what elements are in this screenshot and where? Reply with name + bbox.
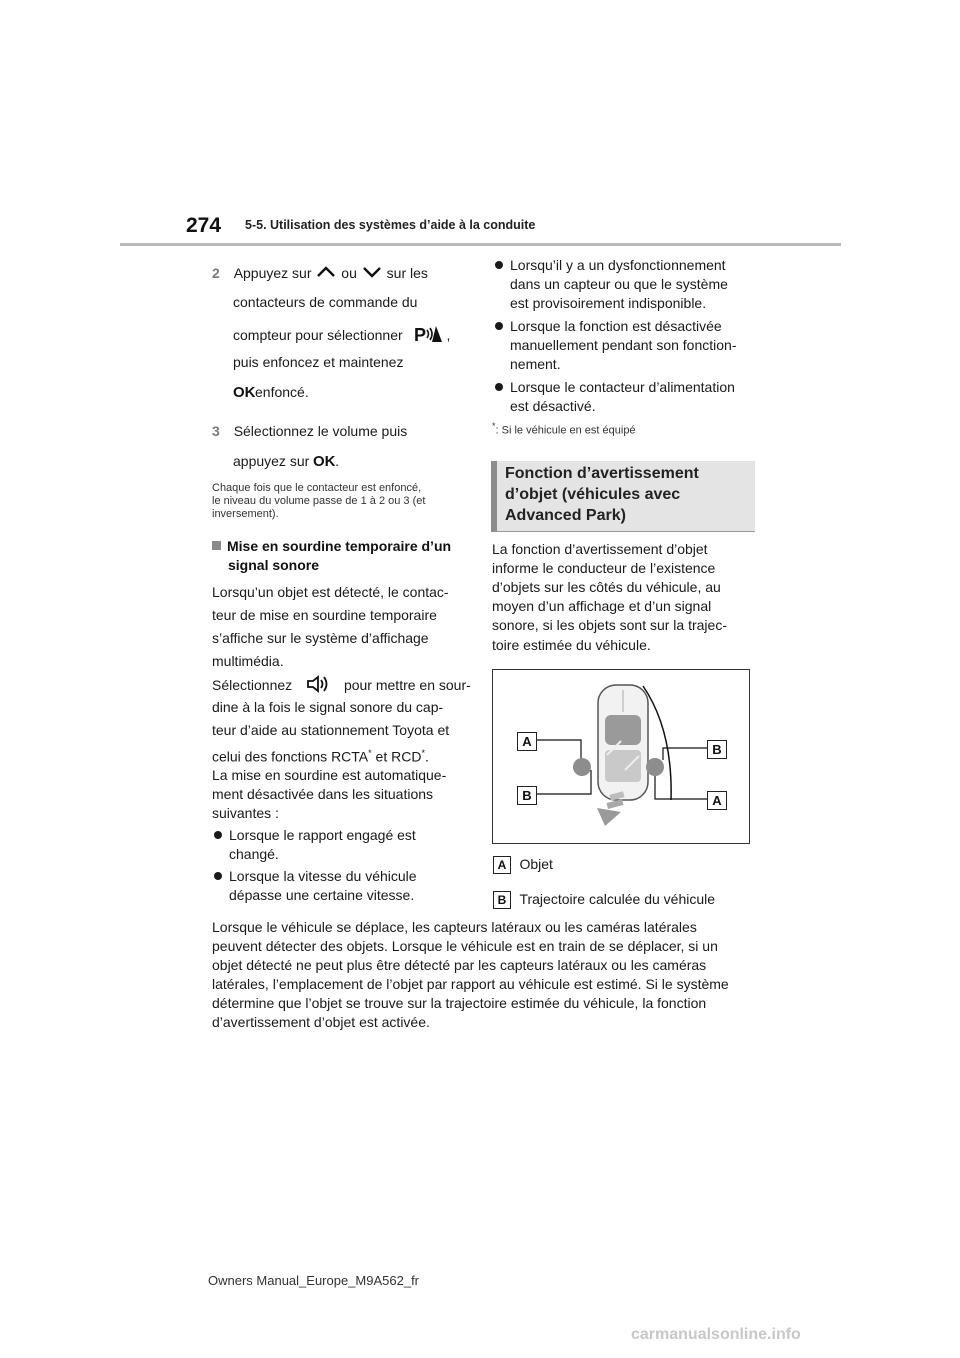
step-3-line-1: 3 Sélectionnez le volume puis [212,423,408,439]
paragraph-line: peuvent détecter des objets. Lorsque le véhicule est en train de se déplacer, si un [212,938,718,954]
paragraph-line: teur d’aide au stationnement Toyota et [212,722,450,738]
document-footer: Owners Manual_Europe_M9A562_fr [208,1273,420,1288]
square-bullet-icon [212,541,221,550]
paragraph-line: s’affiche sur le système d’affichage [212,630,429,646]
label-b-left: B [517,786,537,805]
list-item: Lorsque le contacteur d’alimentation [510,379,735,395]
list-item: Lorsqu’il y a un dysfonctionnement [510,257,726,273]
paragraph-line: ment désactivée dans les situations [212,786,434,802]
paragraph-line: toire estimée du véhicule. [492,637,651,653]
chevron-up-icon [315,264,337,284]
object-warning-diagram [492,669,750,844]
list-item: Lorsque la fonction est désactivée [510,318,722,334]
watermark: carmanualsonline.info [631,1326,801,1343]
list-item: est désactivé. [510,398,596,414]
list-item: changé. [229,846,279,862]
label-b-right: B [707,740,727,759]
svg-text:OK: OK [233,383,255,399]
paragraph-line: suivantes : [212,805,279,821]
paragraph-line: sonore, si les objets sont sur la trajec- [492,617,727,633]
paragraph-line: informe le conducteur de l’existence [492,560,716,576]
footnote: *: Si le véhicule en est équipé [492,421,636,437]
speaker-mute-icon [306,674,332,699]
paragraph-line: teur de mise en sourdine temporaire [212,607,437,623]
bullet-icon [495,322,503,330]
list-item: manuellement pendant son fonction- [510,337,737,353]
chevron-down-icon [361,264,383,284]
paragraph-line: La mise en sourdine est automatique- [212,767,447,783]
legend-item [493,854,553,874]
label-a-left: A [517,732,537,751]
bullet-icon [495,261,503,269]
paragraph-line: dine à la fois le signal sonore du cap- [212,699,444,715]
subheading: Mise en sourdine temporaire d’un [212,536,451,556]
list-item: nement. [510,356,561,372]
list-item: dans un capteur ou que le système [510,276,728,292]
legend-key: B [493,891,511,909]
paragraph-line: latérales, l’emplacement de l’objet par rapport au véhicule est estimé. Si le système [212,976,729,992]
bullet-icon [495,383,503,391]
list-item: Lorsque le rapport engagé est [229,827,416,843]
paragraph-line: multimédia. [212,653,284,669]
section-heading: Fonction d’avertissement d’objet (véhicules avec Advanced Park) [491,461,755,532]
volume-note-line-1: Chaque fois que le contacteur est enfoncé, [212,482,422,494]
subheading-line-2: signal sonore [228,557,320,573]
ok-button-icon [313,452,335,473]
legend-item [493,889,715,909]
volume-note-line-2: le niveau du volume passe de 1 à 2 ou 3 (et [212,495,426,507]
list-item: dépasse une certaine vitesse. [229,887,415,903]
paragraph-line: moyen d’un affichage et d’un signal [492,598,712,614]
legend-text: Trajectoire calculée du véhicule [519,891,716,907]
paragraph-line: détermine que l’objet se trouve sur la trajectoire estimée du véhicule, la fonction [212,995,707,1011]
bullet-icon [214,872,222,880]
step-2-line-1: 2 Appuyez sur ou sur les [212,263,428,284]
parking-sensor-icon [413,322,443,351]
paragraph-line: celui des fonctions RCTA* et RCD*. [212,748,429,765]
paragraph-line: La fonction d’avertissement d’objet [492,541,708,557]
volume-note-line-3: inversement). [212,508,279,520]
ok-button-icon [233,383,255,404]
paragraph-line: objet détecté ne peut plus être détecté par les capteurs latéraux ou les caméras [212,957,707,973]
paragraph-line: Sélectionnez pour mettre en sour- [212,674,471,699]
step-2-line-5: OK enfoncé. [233,382,309,404]
legend-key: A [493,856,511,874]
list-item: Lorsque la vitesse du véhicule [229,868,417,884]
legend-text: Objet [519,856,553,872]
paragraph-line: Lorsque le véhicule se déplace, les capteurs latéraux ou les caméras latérales [212,919,697,935]
paragraph-line: d’avertissement d’objet est activée. [212,1014,430,1030]
list-item: est provisoirement indisponible. [510,295,707,311]
svg-text:P: P [413,325,426,345]
page-number: 274 [186,214,222,237]
header-divider [120,243,841,246]
step-2-line-2: contacteurs de commande du [233,294,418,310]
paragraph-line: Lorsqu’un objet est détecté, le contac- [212,584,449,600]
step-3-line-2: appuyez sur OK . [233,451,339,473]
step-number: 2 [212,265,220,281]
label-a-right: A [707,791,727,810]
step-2-line-3: compteur pour sélectionner P , [233,322,450,351]
svg-text:OK: OK [313,452,336,468]
bullet-icon [214,831,222,839]
section-title: 5-5. Utilisation des systèmes d’aide à la conduite [245,218,536,232]
step-2-line-4: puis enfoncez et maintenez [233,354,404,370]
paragraph-line: d’objets sur les côtés du véhicule, au [492,579,721,595]
